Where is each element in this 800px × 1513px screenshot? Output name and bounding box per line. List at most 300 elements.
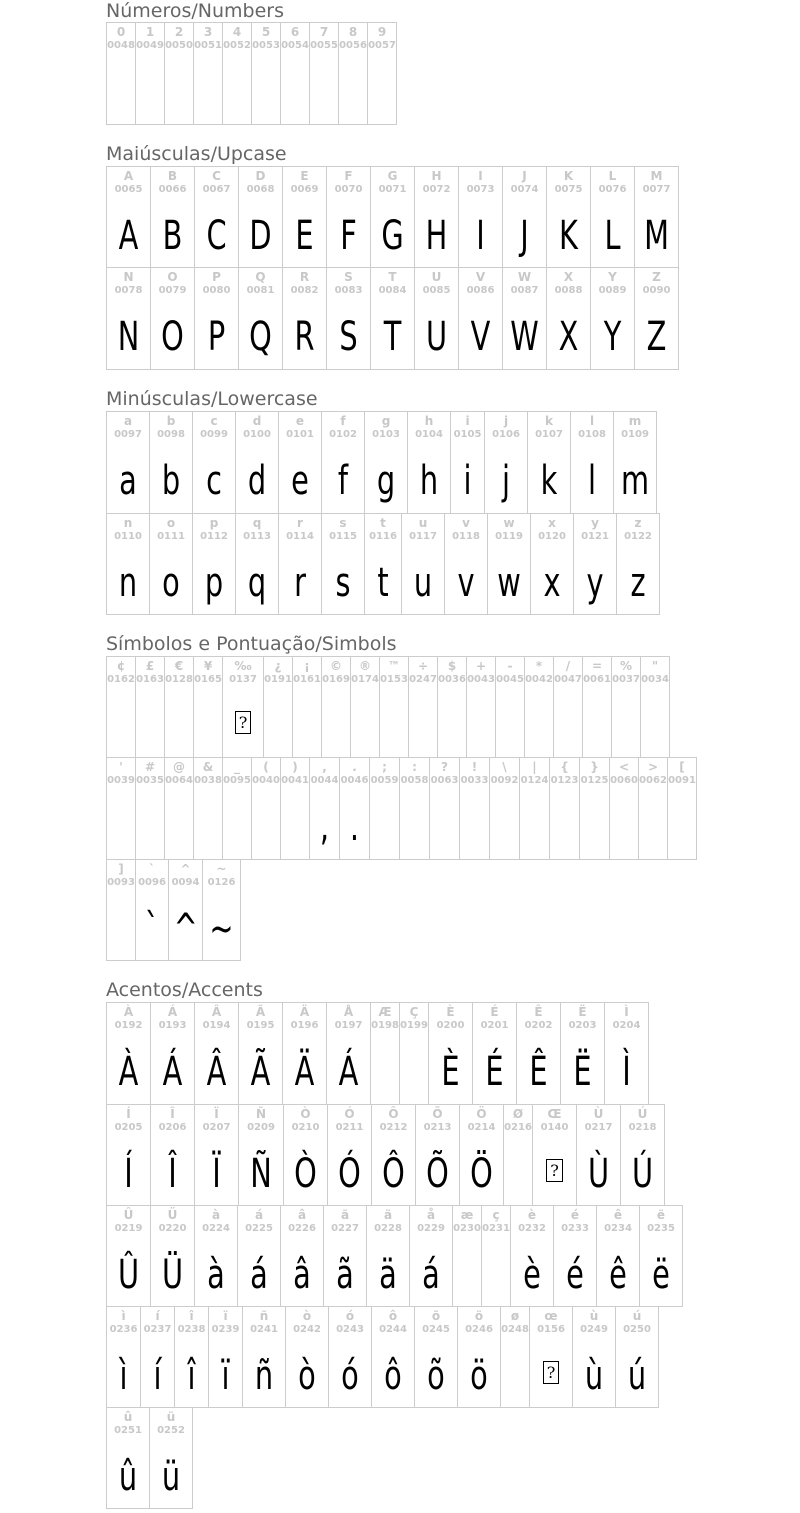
- char-label: ^: [180, 862, 191, 876]
- char-label: g: [381, 414, 391, 428]
- glyph-cell-0212: [371, 1104, 416, 1206]
- glyph-sample: V: [470, 314, 491, 360]
- char-code: 0035: [136, 775, 164, 786]
- char-code: 0124: [520, 775, 549, 786]
- char-label: ¡: [304, 659, 310, 673]
- char-label: Î: [170, 1107, 175, 1121]
- char-label: |: [532, 760, 537, 774]
- char-label: [: [679, 760, 685, 774]
- glyph-cell-0239: [208, 1306, 243, 1408]
- glyph-sample: ü: [161, 1454, 181, 1500]
- char-code: 0109: [621, 429, 649, 440]
- char-label: ü: [166, 1410, 176, 1424]
- glyph-cell-0218: [620, 1104, 665, 1206]
- glyph-cell-0128: [164, 656, 194, 758]
- char-code: 0218: [628, 1122, 657, 1133]
- glyph-cell-0233: [553, 1205, 597, 1307]
- glyph-cell-0238: [174, 1306, 209, 1408]
- glyph-cell-0050: [164, 22, 194, 125]
- char-label: Ê: [534, 1005, 543, 1019]
- char-code: 0034: [641, 674, 669, 685]
- char-code: 0070: [334, 184, 363, 195]
- char-label: Ï: [214, 1107, 219, 1121]
- char-label: Û: [123, 1208, 134, 1222]
- char-code: 0083: [334, 285, 363, 296]
- char-label: £: [145, 659, 155, 673]
- glyph-cell-0069: [282, 166, 327, 268]
- char-label: ø: [510, 1309, 520, 1323]
- char-code: 0156: [537, 1324, 565, 1335]
- glyph-sample: õ: [427, 1353, 445, 1399]
- char-label: ,: [322, 760, 327, 774]
- char-label: Ô: [388, 1107, 399, 1121]
- char-label: á: [254, 1208, 264, 1222]
- glyph-cell-0114: [278, 513, 322, 615]
- char-code: 0063: [430, 775, 459, 786]
- glyph-sample: Â: [206, 1049, 227, 1095]
- glyph-cell-0209: [238, 1104, 284, 1206]
- glyph-sample: â: [293, 1252, 311, 1298]
- glyph-sample: e: [291, 458, 309, 504]
- char-code: 0202: [524, 1020, 553, 1031]
- char-label: c: [210, 414, 218, 428]
- glyph-cell-0234: [596, 1205, 640, 1307]
- char-label: N: [123, 270, 134, 284]
- char-code: 0198: [371, 1020, 399, 1031]
- char-label: 9: [377, 25, 387, 39]
- glyph-cell-0197: [326, 1002, 371, 1105]
- char-code: 0210: [291, 1122, 320, 1133]
- glyph-sample: ë: [652, 1252, 670, 1298]
- char-code: 0047: [554, 674, 582, 685]
- char-code: 0246: [465, 1324, 493, 1335]
- glyph-cell-0228: [366, 1205, 410, 1307]
- char-code: 0084: [378, 285, 407, 296]
- char-label: È: [446, 1005, 455, 1019]
- char-code: 0076: [598, 184, 627, 195]
- glyph-sample: î: [187, 1353, 196, 1399]
- char-label: Á: [167, 1005, 178, 1019]
- glyph-cell-0098: [149, 411, 193, 514]
- section-title: Minúsculas/Lowercase: [106, 388, 318, 410]
- glyph-sample: Í: [124, 1151, 133, 1197]
- glyph-cell-0224: [194, 1205, 238, 1307]
- char-code: 0201: [480, 1020, 509, 1031]
- char-code: 0174: [351, 674, 379, 685]
- char-label: \: [502, 760, 507, 774]
- char-label: Õ: [432, 1107, 443, 1121]
- char-label: ¢: [116, 659, 126, 673]
- glyph-sample: N: [117, 314, 140, 360]
- glyph-cell-0244: [371, 1306, 415, 1408]
- glyph-cell-0235: [639, 1205, 683, 1307]
- char-label: û: [123, 1410, 133, 1424]
- char-label: Ç: [409, 1005, 419, 1019]
- char-code: 0192: [114, 1020, 143, 1031]
- char-code: 0074: [510, 184, 539, 195]
- glyph-cell-0105: [450, 411, 485, 514]
- char-code: 0088: [554, 285, 583, 296]
- char-code: 0115: [329, 531, 357, 542]
- glyph-cell-0110: [106, 513, 150, 615]
- char-label: É: [490, 1005, 499, 1019]
- char-code: 0052: [223, 40, 251, 51]
- char-code: 0242: [293, 1324, 321, 1335]
- char-code: 0096: [138, 877, 166, 888]
- char-code: 0095: [223, 775, 251, 786]
- glyph-sample: ê: [609, 1252, 627, 1298]
- glyph-cell-0231: [481, 1205, 511, 1307]
- char-label: S: [344, 270, 353, 284]
- char-code: 0082: [290, 285, 319, 296]
- glyph-sample: p: [204, 560, 224, 606]
- glyph-cell-0193: [150, 1002, 195, 1105]
- glyph-sample: k: [540, 458, 558, 504]
- glyph-sample: J: [520, 213, 529, 259]
- glyph-cell-0202: [516, 1002, 561, 1105]
- glyph-cell-0118: [444, 513, 488, 615]
- char-label: Ö: [476, 1107, 487, 1121]
- char-label: H: [431, 169, 442, 183]
- glyph-cell-0078: [106, 267, 151, 370]
- char-label: :: [412, 760, 417, 774]
- glyph-cell-0205: [106, 1104, 151, 1206]
- glyph-cell-0112: [192, 513, 236, 615]
- char-label: -: [507, 659, 513, 673]
- char-label: ê: [613, 1208, 623, 1222]
- glyph-sample: A: [118, 213, 139, 259]
- char-label: ä: [383, 1208, 393, 1222]
- glyph-cell-0126: [202, 859, 241, 961]
- section-title: Números/Numbers: [106, 0, 284, 22]
- glyph-cell-0068: [238, 166, 283, 268]
- char-label: >: [647, 760, 659, 774]
- section-title: Maiúsculas/Upcase: [106, 143, 287, 165]
- glyph-cell-0246: [457, 1306, 501, 1408]
- glyph-sample: à: [207, 1252, 225, 1298]
- glyph-sample: L: [604, 213, 621, 259]
- char-label: À: [123, 1005, 134, 1019]
- char-label: ‰: [234, 659, 252, 673]
- char-code: 0252: [157, 1425, 185, 1436]
- char-label: 6: [290, 25, 300, 39]
- glyph-cell-0034: [640, 656, 670, 758]
- char-code: 0112: [200, 531, 228, 542]
- char-code: 0241: [250, 1324, 278, 1335]
- char-label: 2: [174, 25, 184, 39]
- char-code: 0205: [114, 1122, 143, 1133]
- glyph-cell-0063: [429, 757, 460, 860]
- char-code: 0125: [580, 775, 609, 786]
- char-label: T: [388, 270, 397, 284]
- char-code: 0050: [165, 40, 193, 51]
- char-code: 0098: [157, 429, 185, 440]
- char-code: 0137: [229, 674, 257, 685]
- glyph-cell-0055: [309, 22, 339, 125]
- glyph-cell-0111: [149, 513, 193, 615]
- glyph-sample: Ì: [622, 1049, 631, 1095]
- glyph-cell-0053: [251, 22, 281, 125]
- char-code: 0059: [370, 775, 399, 786]
- char-label: ã: [340, 1208, 350, 1222]
- char-label: ô: [388, 1309, 398, 1323]
- char-label: /: [565, 659, 571, 673]
- glyph-cell-0095: [222, 757, 252, 860]
- glyph-sample: ó: [341, 1353, 359, 1399]
- char-code: 0216: [504, 1122, 532, 1133]
- char-code: 0120: [538, 531, 566, 542]
- char-label: w: [503, 516, 515, 530]
- char-label: ?: [441, 760, 448, 774]
- glyph-cell-0219: [106, 1205, 151, 1307]
- missing-glyph-box: [223, 713, 263, 733]
- glyph-cell-0058: [399, 757, 430, 860]
- glyph-cell-0082: [282, 267, 327, 370]
- glyph-sample: ï: [221, 1353, 230, 1399]
- char-label: ®: [359, 659, 371, 673]
- char-label: u: [418, 516, 428, 530]
- glyph-cell-0216: [503, 1104, 533, 1206]
- glyph-cell-0241: [242, 1306, 286, 1408]
- glyph-cell-0092: [489, 757, 520, 860]
- glyph-cell-0083: [326, 267, 371, 370]
- char-label: Ë: [578, 1005, 587, 1019]
- char-label: é: [570, 1208, 580, 1222]
- glyph-cell-0104: [407, 411, 451, 514]
- char-label: I: [478, 169, 483, 183]
- glyph-cell-0040: [251, 757, 281, 860]
- char-code: 0048: [107, 40, 135, 51]
- glyph-sample: ô: [384, 1353, 402, 1399]
- glyph-cell-0252: [149, 1407, 193, 1509]
- char-code: 0250: [623, 1324, 651, 1335]
- glyph-cell-0080: [194, 267, 239, 370]
- char-label: y: [591, 516, 599, 530]
- char-label: î: [189, 1309, 194, 1323]
- glyph-sample: C: [206, 213, 227, 259]
- glyph-cell-0113: [235, 513, 279, 615]
- glyph-sample: Î: [168, 1151, 177, 1197]
- char-code: 0093: [107, 877, 135, 888]
- char-label: Z: [652, 270, 661, 284]
- glyph-sample: è: [523, 1252, 541, 1298]
- char-code: 0066: [158, 184, 187, 195]
- char-code: 0230: [453, 1223, 481, 1234]
- char-code: 0193: [158, 1020, 187, 1031]
- char-label: 8: [348, 25, 358, 39]
- char-label: R: [299, 270, 310, 284]
- char-label: Í: [126, 1107, 131, 1121]
- char-label: ': [119, 760, 123, 774]
- char-code: 0067: [202, 184, 231, 195]
- glyph-sample: ú: [627, 1353, 647, 1399]
- missing-glyph-box: [530, 1363, 572, 1383]
- char-code: 0118: [452, 531, 480, 542]
- glyph-cell-0206: [150, 1104, 195, 1206]
- char-code: 0072: [422, 184, 451, 195]
- glyph-sample: ö: [470, 1353, 488, 1399]
- char-label: E: [300, 169, 309, 183]
- glyph-cell-0249: [572, 1306, 616, 1408]
- char-label: Ü: [167, 1208, 178, 1222]
- char-code: 0203: [568, 1020, 597, 1031]
- glyph-cell-0102: [321, 411, 365, 514]
- glyph-sample: l: [587, 458, 597, 504]
- char-label: ;: [382, 760, 387, 774]
- char-code: 0038: [194, 775, 222, 786]
- glyph-cell-0066: [150, 166, 195, 268]
- glyph-cell-0039: [106, 757, 136, 860]
- glyph-cell-0084: [370, 267, 415, 370]
- char-label: !: [471, 760, 478, 774]
- glyph-cell-0079: [150, 267, 195, 370]
- glyph-cell-0248: [500, 1306, 530, 1408]
- char-label: à: [211, 1208, 221, 1222]
- char-code: 0162: [107, 674, 135, 685]
- char-code: 0226: [288, 1223, 316, 1234]
- char-code: 0200: [436, 1020, 465, 1031]
- glyph-sample: Ô: [382, 1151, 405, 1197]
- glyph-sample: ì: [119, 1353, 128, 1399]
- glyph-cell-0043: [466, 656, 496, 758]
- glyph-cell-0086: [458, 267, 503, 370]
- char-code: 0140: [540, 1122, 569, 1133]
- char-code: 0232: [518, 1223, 546, 1234]
- glyph-sample: Ü: [161, 1252, 184, 1298]
- glyph-cell-0140: [532, 1104, 577, 1206]
- glyph-sample: E: [295, 213, 314, 259]
- char-code: 0165: [194, 674, 222, 685]
- char-label: õ: [431, 1309, 441, 1323]
- glyph-cell-0195: [238, 1002, 283, 1105]
- char-code: 0161: [293, 674, 321, 685]
- char-label: ): [292, 760, 298, 774]
- glyph-cell-0057: [367, 22, 397, 125]
- glyph-cell-0090: [634, 267, 679, 370]
- char-code: 0251: [114, 1425, 142, 1436]
- glyph-sample: d: [247, 458, 267, 504]
- char-label: h: [424, 414, 434, 428]
- char-code: 0225: [245, 1223, 273, 1234]
- glyph-sample: ~: [209, 906, 234, 952]
- char-code: 0228: [374, 1223, 402, 1234]
- missing-glyph-mark: ?: [546, 1159, 563, 1182]
- glyph-sample: Ö: [470, 1151, 493, 1197]
- glyph-sample: Z: [646, 314, 667, 360]
- glyph-sample: û: [118, 1454, 138, 1500]
- glyph-cell-0100: [235, 411, 279, 514]
- char-code: 0100: [243, 429, 271, 440]
- glyph-cell-0074: [502, 166, 547, 268]
- glyph-cell-0117: [401, 513, 445, 615]
- char-label: P: [212, 270, 221, 284]
- char-label: &: [202, 760, 214, 774]
- glyph-sample: Á: [338, 1049, 359, 1095]
- char-code: 0090: [642, 285, 671, 296]
- char-code: 0085: [422, 285, 451, 296]
- glyph-cell-0081: [238, 267, 283, 370]
- glyph-cell-0201: [472, 1002, 517, 1105]
- char-label: i: [465, 414, 470, 428]
- char-code: 0040: [252, 775, 280, 786]
- char-label: Æ: [378, 1005, 392, 1019]
- glyph-sample: n: [118, 560, 138, 606]
- glyph-cell-0061: [582, 656, 612, 758]
- char-code: 0219: [114, 1223, 143, 1234]
- char-label: B: [167, 169, 178, 183]
- char-label: ó: [345, 1309, 355, 1323]
- char-code: 0078: [114, 285, 143, 296]
- char-label: z: [634, 516, 642, 530]
- char-label: Y: [608, 270, 617, 284]
- char-code: 0062: [639, 775, 667, 786]
- char-label: X: [563, 270, 574, 284]
- char-label: Ò: [300, 1107, 311, 1121]
- char-label: m: [628, 414, 642, 428]
- glyph-sample: .: [349, 804, 360, 850]
- glyph-sample: ã: [336, 1252, 354, 1298]
- glyph-cell-0247: [408, 656, 438, 758]
- glyph-cell-0085: [414, 267, 459, 370]
- glyph-cell-0196: [282, 1002, 327, 1105]
- glyph-cell-0210: [283, 1104, 328, 1206]
- glyph-sample: s: [335, 560, 351, 606]
- glyph-sample: M: [644, 213, 669, 259]
- glyph-cell-0125: [579, 757, 610, 860]
- glyph-cell-0120: [530, 513, 574, 615]
- glyph-cell-0036: [437, 656, 467, 758]
- glyph-cell-0230: [452, 1205, 482, 1307]
- char-label: q: [252, 516, 262, 530]
- glyph-sample: z: [630, 560, 646, 606]
- char-code: 0080: [202, 285, 231, 296]
- char-label: €: [174, 659, 184, 673]
- glyph-cell-0044: [309, 757, 340, 860]
- glyph-cell-0056: [338, 22, 368, 125]
- char-code: 0092: [490, 775, 519, 786]
- char-code: 0196: [290, 1020, 319, 1031]
- char-label: Ã: [255, 1005, 266, 1019]
- char-code: 0206: [158, 1122, 187, 1133]
- glyph-cell-0107: [527, 411, 571, 514]
- char-label: Ä: [299, 1005, 310, 1019]
- glyph-cell-0096: [135, 859, 169, 961]
- char-label: p: [209, 516, 219, 530]
- glyph-sample: m: [620, 458, 650, 504]
- char-code: 0224: [202, 1223, 230, 1234]
- glyph-sample: Ï: [212, 1151, 221, 1197]
- char-label: V: [475, 270, 486, 284]
- glyph-sample: á: [422, 1252, 440, 1298]
- glyph-cell-0109: [613, 411, 657, 514]
- glyph-sample: g: [376, 458, 396, 504]
- char-code: 0113: [243, 531, 271, 542]
- glyph-sample: x: [543, 560, 561, 606]
- char-label: r: [297, 516, 303, 530]
- char-code: 0220: [158, 1223, 187, 1234]
- char-code: 0116: [369, 531, 397, 542]
- char-code: 0117: [409, 531, 437, 542]
- glyph-sample: a: [119, 458, 137, 504]
- char-label: +: [475, 659, 487, 673]
- char-code: 0211: [335, 1122, 364, 1133]
- glyph-sample: r: [294, 560, 306, 606]
- glyph-cell-0165: [193, 656, 223, 758]
- char-label: ì: [121, 1309, 126, 1323]
- glyph-cell-0237: [140, 1306, 175, 1408]
- glyph-sample: é: [566, 1252, 584, 1298]
- glyph-sample: Ó: [338, 1151, 361, 1197]
